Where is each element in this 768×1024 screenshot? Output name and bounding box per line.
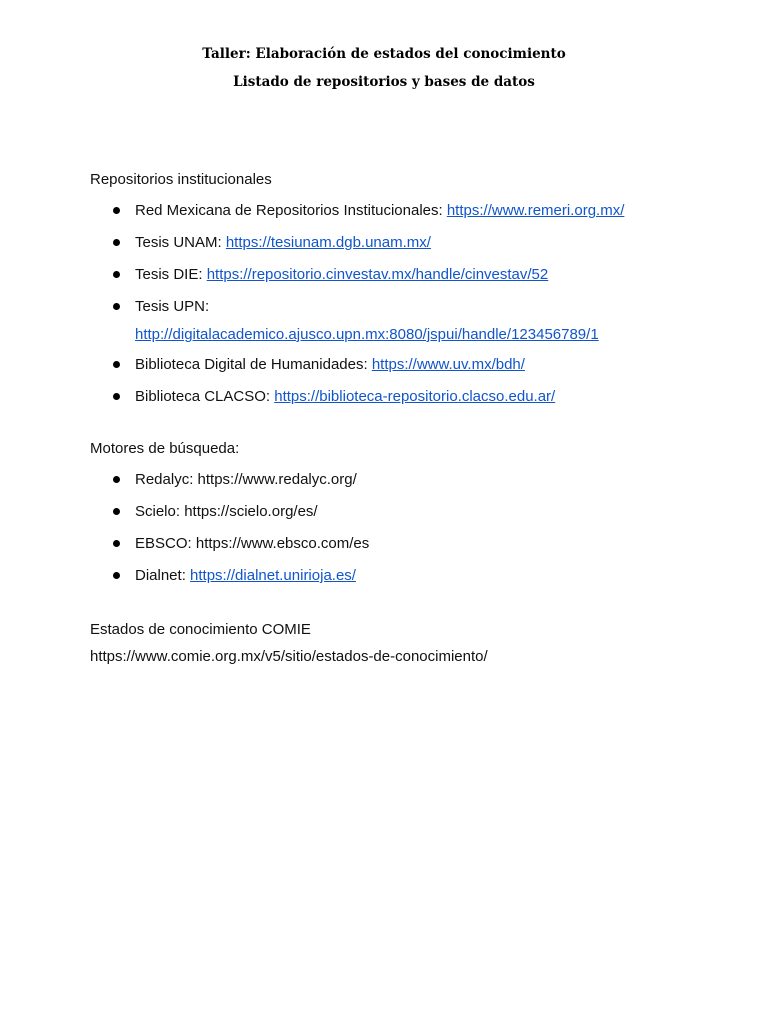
bullet-icon — [113, 239, 120, 246]
item-label: Tesis DIE: — [135, 266, 207, 283]
list-item — [0, 201, 755, 233]
bdh-link[interactable]: https://www.uv.mx/bdh/ — [371, 356, 525, 373]
repositorios-list — [0, 201, 755, 419]
list-item — [0, 387, 755, 419]
item-label: Dialnet: — [135, 567, 191, 584]
bullet-icon — [113, 361, 120, 368]
item-label: Red Mexicana de Repositorios Institucionales: — [135, 202, 447, 219]
list-item — [0, 566, 755, 598]
bullet-icon — [113, 540, 120, 547]
list-item — [0, 233, 755, 265]
comie-heading: Estados de conocimiento COMIE — [90, 621, 311, 638]
motores-heading: Motores de búsqueda: — [90, 440, 240, 457]
item-label: Biblioteca CLACSO: — [135, 388, 275, 405]
list-item — [0, 265, 755, 297]
item-label: Tesis UPN: — [135, 298, 210, 315]
remeri-link[interactable]: https://www.remeri.org.mx/ — [446, 202, 625, 219]
bullet-icon — [113, 572, 120, 579]
list-item — [0, 355, 755, 387]
bullet-icon — [113, 508, 120, 515]
bullet-icon — [113, 303, 120, 310]
document-title: Taller: Elaboración de estados del conocimiento — [202, 46, 566, 62]
motores-list — [0, 470, 755, 598]
list-item — [0, 470, 755, 502]
bullet-icon — [113, 393, 120, 400]
document-subtitle: Listado de repositorios y bases de datos — [233, 74, 535, 90]
tesis-upn-link[interactable]: http://digitalacademico.ajusco.upn.mx:8080/jspui/handle/123456789/1 — [135, 326, 599, 343]
item-text: EBSCO: https://www.ebsco.com/es — [135, 535, 370, 552]
item-label: Tesis UNAM: — [135, 234, 226, 251]
dialnet-link[interactable]: https://dialnet.unirioja.es/ — [190, 567, 356, 584]
item-text: Scielo: https://scielo.org/es/ — [135, 503, 318, 520]
list-item — [0, 297, 755, 355]
item-label: Biblioteca Digital de Humanidades: — [135, 356, 372, 373]
list-item — [0, 502, 755, 534]
tesiunam-link[interactable]: https://tesiunam.dgb.unam.mx/ — [225, 234, 431, 251]
comie-url: https://www.comie.org.mx/v5/sitio/estados-de-conocimiento/ — [90, 648, 488, 665]
bullet-icon — [113, 207, 120, 214]
tesis-die-link[interactable]: https://repositorio.cinvestav.mx/handle/cinvestav/52 — [206, 266, 549, 283]
bullet-icon — [113, 271, 120, 278]
clacso-link[interactable]: https://biblioteca-repositorio.clacso.edu.ar/ — [274, 388, 556, 405]
bullet-icon — [113, 476, 120, 483]
repositorios-heading: Repositorios institucionales — [90, 171, 272, 188]
item-text: Redalyc: https://www.redalyc.org/ — [135, 471, 357, 488]
list-item — [0, 534, 755, 566]
